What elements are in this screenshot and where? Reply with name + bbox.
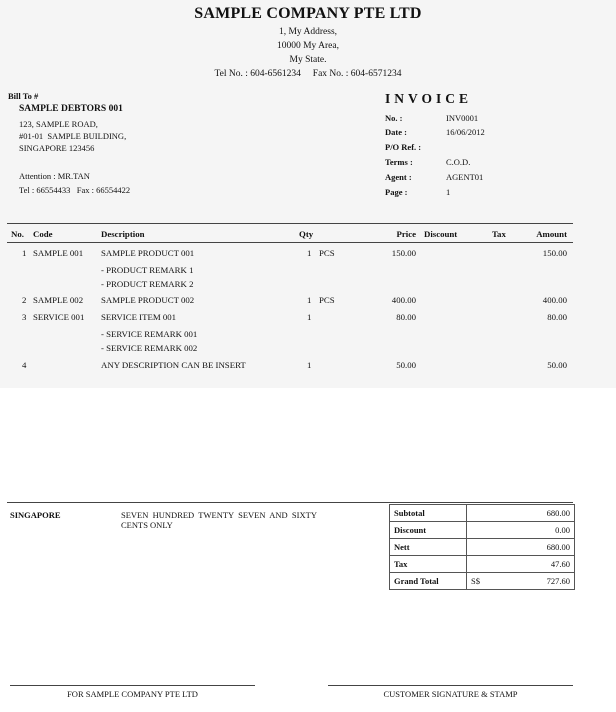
row-qty: 1 <box>307 360 312 370</box>
subtotal-label: Subtotal <box>390 505 467 522</box>
col-header-amount: Amount <box>536 229 567 239</box>
meta-label: No. : <box>385 113 403 123</box>
meta-label: Date : <box>385 127 407 137</box>
debtor-address-line: #01-01 SAMPLE BUILDING, <box>19 131 127 141</box>
row-qty: 1 <box>307 248 312 258</box>
row-price: 400.00 <box>391 295 416 305</box>
row-code: SAMPLE 002 <box>33 295 84 305</box>
row-uom: PCS <box>319 295 335 305</box>
table-header-rule <box>7 242 573 243</box>
row-price: 80.00 <box>396 312 416 322</box>
grand-total-currency: S$ <box>467 573 484 590</box>
row-no: 3 <box>22 312 27 322</box>
tax-label: Tax <box>390 556 467 573</box>
col-header-qty: Qty <box>299 229 314 239</box>
row-qty: 1 <box>307 312 312 322</box>
col-header-description: Description <box>101 229 145 239</box>
debtor-address-line: SINGAPORE 123456 <box>19 143 95 153</box>
row-code: SAMPLE 001 <box>33 248 84 258</box>
row-remark: - SERVICE REMARK 002 <box>101 343 198 353</box>
table-top-rule <box>7 223 573 224</box>
company-address-line: 10000 My Area, <box>276 41 339 51</box>
row-description: SAMPLE PRODUCT 001 <box>101 248 195 258</box>
meta-label: Page : <box>385 187 408 197</box>
col-header-discount: Discount <box>424 229 458 239</box>
grand-total-label: Grand Total <box>390 573 467 590</box>
debtor-address-line: 123, SAMPLE ROAD, <box>19 119 98 129</box>
company-name: SAMPLE COMPANY PTE LTD <box>194 5 422 22</box>
currency-label: SINGAPORE <box>10 510 61 520</box>
terms: C.O.D. <box>446 157 471 167</box>
row-amount: 400.00 <box>542 295 567 305</box>
grand-total-value: 727.60 <box>484 573 575 590</box>
totals-table <box>389 504 575 590</box>
nett-label: Nett <box>390 539 467 556</box>
discount-value: 0.00 <box>467 522 575 539</box>
row-price: 50.00 <box>396 360 416 370</box>
meta-label: Terms : <box>385 157 413 167</box>
nett-value: 680.00 <box>467 539 575 556</box>
totals-row <box>390 522 575 539</box>
amount-in-words: CENTS ONLY <box>121 520 173 530</box>
col-header-no: No. <box>11 229 24 239</box>
company-contact: Tel No. : 604-6561234 Fax No. : 604-6571234 <box>214 69 402 79</box>
row-uom: PCS <box>319 248 335 258</box>
row-description: SAMPLE PRODUCT 002 <box>101 295 195 305</box>
row-amount: 50.00 <box>547 360 567 370</box>
row-price: 150.00 <box>391 248 416 258</box>
totals-row <box>390 505 575 522</box>
row-description: SERVICE ITEM 001 <box>101 312 177 322</box>
tax-value: 47.60 <box>467 556 575 573</box>
footer-rule <box>7 502 573 503</box>
subtotal-value: 680.00 <box>467 505 575 522</box>
invoice-number: INV0001 <box>446 113 479 123</box>
row-remark: - PRODUCT REMARK 2 <box>101 279 194 289</box>
totals-row <box>390 556 575 573</box>
attention: Attention : MR.TAN <box>19 171 90 181</box>
col-header-code: Code <box>33 229 53 239</box>
discount-label: Discount <box>390 522 467 539</box>
row-amount: 80.00 <box>547 312 567 322</box>
invoice-date: 16/06/2012 <box>446 127 485 137</box>
amount-in-words: SEVEN HUNDRED TWENTY SEVEN AND SIXTY <box>121 510 317 520</box>
company-address-line: My State. <box>289 55 327 65</box>
row-no: 1 <box>22 248 27 258</box>
totals-row <box>390 539 575 556</box>
row-no: 2 <box>22 295 27 305</box>
row-code: SERVICE 001 <box>33 312 85 322</box>
totals-row <box>390 573 575 590</box>
row-remark: - PRODUCT REMARK 1 <box>101 265 194 275</box>
row-description: ANY DESCRIPTION CAN BE INSERT <box>101 360 246 370</box>
company-address-line: 1, My Address, <box>278 27 338 37</box>
col-header-price: Price <box>396 229 416 239</box>
meta-label: Agent : <box>385 172 412 182</box>
row-no: 4 <box>22 360 27 370</box>
col-header-tax: Tax <box>492 229 506 239</box>
row-amount: 150.00 <box>542 248 567 258</box>
debtor-name: SAMPLE DEBTORS 001 <box>19 104 123 114</box>
row-qty: 1 <box>307 295 312 305</box>
debtor-phone: Tel : 66554433 Fax : 66554422 <box>19 185 131 195</box>
signature-line-left <box>10 685 255 686</box>
page-number: 1 <box>446 187 451 197</box>
signature-right-label: CUSTOMER SIGNATURE & STAMP <box>383 689 518 699</box>
signature-line-right <box>328 685 573 686</box>
signature-left-label: FOR SAMPLE COMPANY PTE LTD <box>67 689 198 699</box>
meta-label: P/O Ref. : <box>385 142 422 152</box>
invoice-title: INVOICE <box>385 91 472 106</box>
row-remark: - SERVICE REMARK 001 <box>101 329 198 339</box>
agent: AGENT01 <box>446 172 484 182</box>
bill-to-heading: Bill To # <box>8 91 39 101</box>
